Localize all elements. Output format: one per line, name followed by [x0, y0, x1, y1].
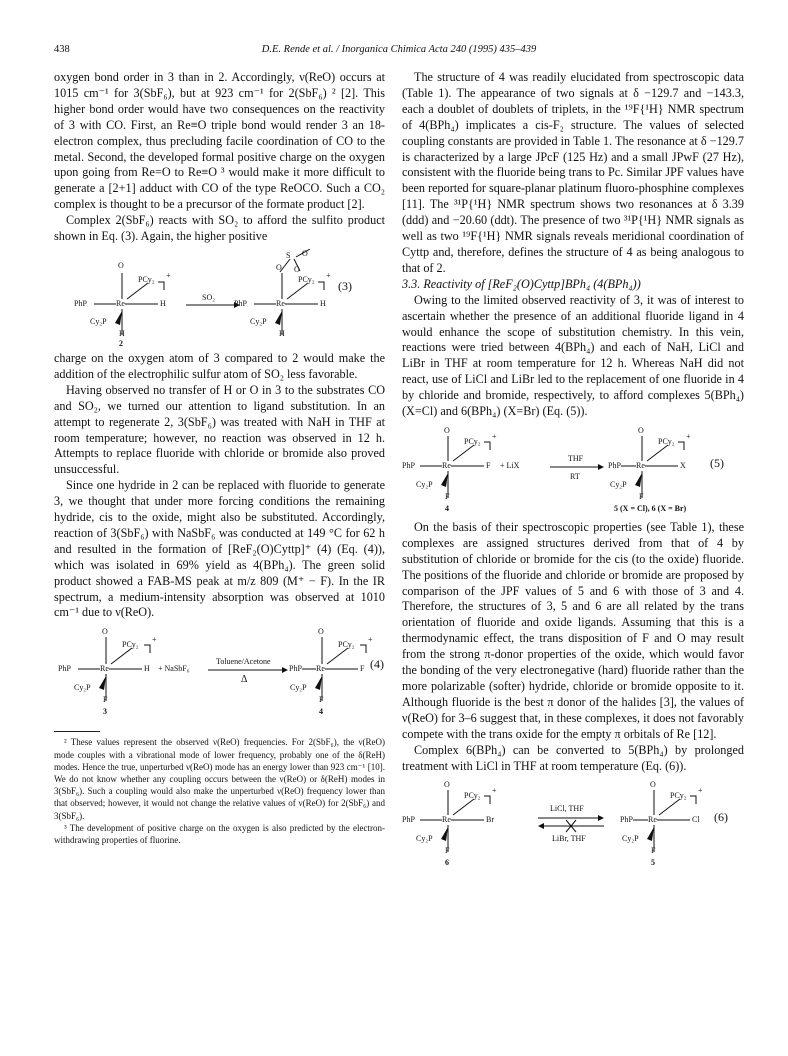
charge-plus: + [166, 270, 171, 280]
reagent-label: SO₂ [202, 292, 216, 302]
equation-number: (5) [710, 455, 724, 470]
cy2p-label: Cy₂P [74, 683, 91, 693]
re-atom: Re [442, 460, 451, 470]
re-atom: Re [116, 298, 125, 308]
charge-plus: + [492, 431, 497, 441]
php-label: PhP [620, 815, 633, 825]
scheme-eq6 [402, 780, 744, 870]
left-column [54, 70, 385, 846]
oxo-atom: O [444, 425, 450, 435]
charge-plus: + [152, 635, 157, 645]
cy2p-label: Cy₂P [90, 316, 107, 326]
trans-ligand: H [320, 298, 326, 308]
cy2p-label: Cy₂P [290, 683, 307, 693]
added-reagent: + NaSbF₆ [158, 664, 190, 674]
equation-number: (3) [338, 278, 352, 293]
charge-plus: + [686, 431, 691, 441]
pcy2-label: PCy₂ [138, 274, 155, 284]
oxo-atom: O [638, 425, 644, 435]
paragraph: Since one hydride in 2 can be replaced with fluoride to generate 3, we thought that under more forcing conditions the remaining hydride, cis to the oxide, might also be substituted. Accordingly, reaction of 3(SbF₆) with NaSbF₆ was conducted at 149 °C for 62 h and resulted in the formation of [ReF₂(O)Cyttp]⁺ (4) (Eq. (4)), which was isolated in 69% yield as 4(BPh₄). The green solid product showed a FAB-MS peak at m/z 809 (M⁺ − F). In the IR spectrum, a medium-intensity absorption was observed at 1010 cm⁻¹ due to ν(ReO). [54, 478, 385, 620]
pcy2-label: PCy₂ [298, 274, 315, 284]
trans-ligand: Cl [692, 815, 700, 825]
paragraph: Having observed no transfer of H or O in 3 to the substrates CO and SO₂, we turned our attention to ligand substitution. In an attempt to regenerate 2, 3(SbF₆) was treated with NaH in THF at room temperature; however, no reaction was observed in 12 h. Attempts to replace fluoride with chloride or bromide also proved unsuccessful. [54, 382, 385, 477]
paragraph: Complex 6(BPh₄) can be converted to 5(BPh₄) by prolonged treatment with LiCl in THF at room temperature (Eq. (6)). [402, 742, 744, 773]
bottom-ligand: F [103, 695, 108, 705]
bottom-ligand: H [119, 328, 125, 338]
re-atom: Re [100, 664, 109, 674]
php-label: PhP [289, 664, 302, 674]
scheme-eq5 [402, 426, 744, 518]
php-label: PhP [402, 815, 415, 825]
bottom-ligand: H [279, 328, 285, 338]
bottom-ligand: F [651, 846, 656, 856]
reagent-reverse: LiBr, THF [552, 834, 586, 844]
right-column [402, 70, 744, 872]
bottom-ligand: F [445, 846, 450, 856]
footnote-2: ² These values represent the observed ν(ReO) frequencies. For 2(SbF₆), the ν(ReO) mode couples with a vibrational mode of lower frequency, probably one of the δ(ReH) modes. Hence the true, unperturbed ν(ReO) mode has an energy lower than 923 cm⁻¹ [10]. We do not know whether any coupling occurs between the ν(ReO) or δ(ReH) modes in 3(SbF₆). Such a coupling would also make the unperturbed ν(ReO) frequency lower than that observed; however, it would not change the relative values of ν(ReO) for 2(SbF₆) and 3(SbF₆). [54, 737, 385, 821]
paragraph: charge on the oxygen atom of 3 compared to 2 would make the addition of the electrophilic sulfur atom of SO₂ less favorable. [54, 350, 385, 381]
equation-number: (4) [370, 657, 384, 672]
compound-number: 5 [651, 858, 655, 868]
cy2p-label: Cy₂P [622, 834, 639, 844]
sulfito-oxygen: O [302, 248, 308, 258]
sulfur-atom: S [286, 250, 291, 260]
scheme-eq3-drawing [54, 249, 385, 349]
pcy2-label: PCy₂ [670, 791, 687, 801]
section-heading: 3.3. Reactivity of [ReF₂(O)Cyttp]BPh₄ (4(BPh₄)) [402, 276, 641, 291]
charge-plus: + [698, 786, 703, 796]
php-label: PhP [58, 664, 71, 674]
oxo-atom: O [276, 262, 282, 272]
reagent-above: Toluene/Acetone [216, 657, 271, 667]
pcy2-label: PCy₂ [464, 791, 481, 801]
bottom-ligand: F [445, 491, 450, 501]
added-reagent: + LiX [500, 460, 520, 470]
journal-citation: D.E. Rende et al. / Inorganica Chimica Acta 240 (1995) 435–439 [261, 44, 537, 55]
charge-plus: + [492, 786, 497, 796]
compound-number: 6 [445, 858, 449, 868]
paragraph: The structure of 4 was readily elucidated from spectroscopic data (Table 1). The appearance of two signals at δ −129.7 and −143.3, each a doublet of doublets of triplets, in the ¹⁹F{¹H} NMR spectrum of 4(BPh₄) implicates a cis-F₂ structure. The values of selected coupling constants are provided in Table 1. The resonance at δ −129.7 is characterized by a large JPcF (125 Hz) and a small JPwF (27 Hz), consistent with the fluoride being trans to Pc. Similar JPF values have been reported for square-planar platinum fluoro-phosphine complexes [11]. The ³¹P{¹H} NMR spectrum shows two resonances at δ 3.39 (ddd) and −20.60 (ddt). The presence of two ³¹P{¹H} NMR signals as well as two ¹⁹F{¹H} NMR signals reveals meridional coordination of Cyttp and, therefore, defines the structure of 4 as being analogous to that of 2. [402, 70, 744, 275]
oxo-atom: O [318, 627, 324, 637]
compound-number: 5 (X = Cl), 6 (X = Br) [614, 503, 687, 513]
paragraph: Owing to the limited observed reactivity of 3, it was of interest to ascertain whether the presence of an additional fluoride ligand in 4 would enhance the scope of substitution chemistry. In this vein, reactions were tried between 4(BPh₄) and each of NaH, LiCl and LiBr in THF at room temperature for 12 h. Whereas NaH did not react, use of LiCl and LiBr led to the replacement of one fluoride in 4 by chloride and bromide, respectively, to afford complexes 5(BPh₄) (X=Cl) and 6(BPh₄) (X=Br) (Eq. (5)). [402, 292, 744, 419]
oxo-atom: O [294, 264, 300, 274]
pcy2-label: PCy₂ [338, 640, 355, 650]
oxo-atom: O [102, 627, 108, 637]
scheme-eq6-drawing [402, 780, 744, 870]
bottom-ligand: F [639, 491, 644, 501]
trans-ligand: X [680, 460, 686, 470]
compound-number: 4 [319, 707, 323, 717]
equation-number: (6) [714, 810, 728, 825]
pcy2-label: PCy₂ [464, 436, 481, 446]
cy2p-label: Cy₂P [250, 316, 267, 326]
cy2p-label: Cy₂P [416, 479, 433, 489]
bottom-ligand: F [319, 695, 324, 705]
page-number: 438 [54, 44, 70, 55]
scheme-eq4 [54, 627, 385, 721]
running-header [54, 44, 744, 60]
footnote-3: ³ The development of positive charge on the oxygen is also predicted by the electron-withdrawing properties of fluorine. [54, 822, 385, 845]
paragraph: Complex 2(SbF₆) reacts with SO₂ to afford the sulfito product shown in Eq. (3). Again, the higher positive [54, 213, 385, 244]
charge-plus: + [326, 270, 331, 280]
trans-ligand: Br [486, 815, 494, 825]
trans-ligand: F [360, 664, 365, 674]
heat-symbol: Δ [241, 674, 248, 686]
php-label: PhP [234, 298, 247, 308]
trans-ligand: H [160, 298, 166, 308]
trans-ligand: H [144, 664, 150, 674]
oxo-atom: O [650, 780, 656, 790]
re-atom: Re [636, 460, 645, 470]
charge-plus: + [368, 635, 373, 645]
reagent-below: RT [570, 471, 580, 481]
php-label: PhP [402, 460, 415, 470]
trans-ligand: F [486, 460, 491, 470]
re-atom: Re [316, 664, 325, 674]
re-atom: Re [648, 815, 657, 825]
cy2p-label: Cy₂P [610, 479, 627, 489]
pcy2-label: PCy₂ [658, 436, 675, 446]
oxo-atom: O [444, 780, 450, 790]
compound-number: 3 [103, 707, 107, 717]
scheme-eq3 [54, 249, 385, 349]
oxo-atom: O [118, 260, 124, 270]
reagent-above: THF [568, 453, 584, 463]
reagent-forward: LiCl, THF [550, 804, 584, 814]
pcy2-label: PCy₂ [122, 640, 139, 650]
footnote-rule [54, 731, 100, 732]
compound-number: 4 [445, 503, 449, 513]
php-label: PhP [608, 460, 621, 470]
paragraph: oxygen bond order in 3 than in 2. Accordingly, ν(ReO) occurs at 1015 cm⁻¹ for 3(SbF₆), but at 923 cm⁻¹ for 2(SbF₆) ² [2]. This higher bond order would have two consequences on the reactivity of 3 with CO. First, an Re≡O triple bond would render 3 an 18-electron complex, thus precluding facile coordination of CO to the metal. Second, the developed formal positive charge on the oxygen upon going from Re=O to Re≡O ³ would make it more difficult to generate a [2+1] adduct with CO of the type ReOCO. Such a CO₂ complex is thought to be a precursor of the formate product [2]. [54, 70, 385, 212]
re-atom: Re [442, 815, 451, 825]
cy2p-label: Cy₂P [416, 834, 433, 844]
paragraph: On the basis of their spectroscopic properties (see Table 1), these complexes are assigned structures derived from that of 4 by substitution of chloride or bromide for the cis (to the oxide) fluoride. The positions of the fluoride and chloride or bromide are proposed by comparison of the JPF values of 5 and 6 with those of 3 and 4. Therefore, the structures of 3, 5 and 6 are all related by the trans orientation of fluoride and oxide ligands. Assuming that this is a thermodynamic effect, the trans disposition of F and O may result from the strong π-donor properties of the oxide, which would favor the bonding of the very electronegative (hard) fluoride rather than the more polarizable (softer) hydride, chloride or bromide opposite to it. Although fluoride is the best π donor of the halides [3], the values of ν(ReO) for 3–6 suggest that, in these complexes, it does not favorably compete with the trans oxide for the empty π orbitals of Re [12]. [402, 519, 744, 741]
re-atom: Re [276, 298, 285, 308]
compound-number: 2 [119, 338, 123, 348]
php-label: PhP [74, 298, 87, 308]
